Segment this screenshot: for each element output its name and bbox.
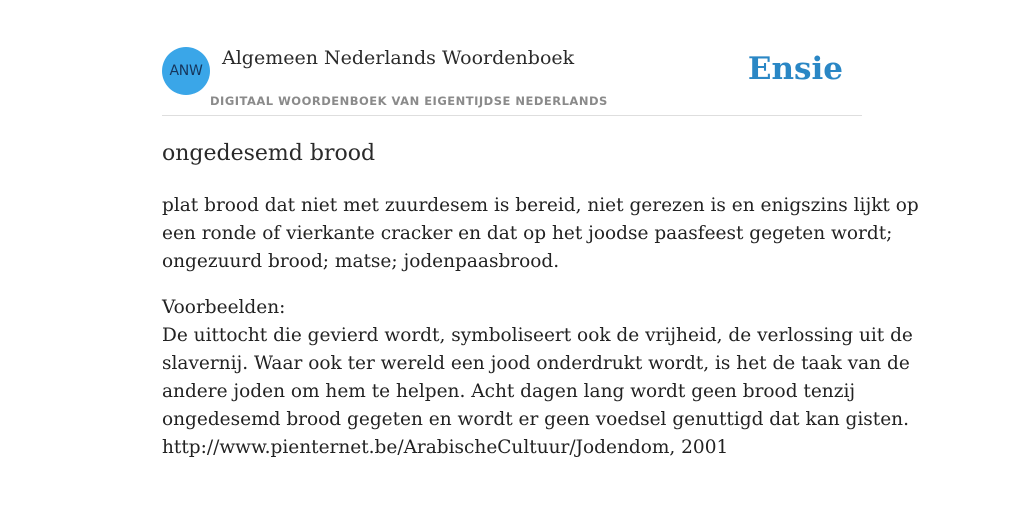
anw-logo[interactable] bbox=[162, 47, 210, 95]
header-divider bbox=[162, 115, 862, 116]
examples-label: Voorbeelden: bbox=[162, 297, 286, 318]
definition-line: een ronde of vierkante cracker en dat op het joodse paasfeest gegeten wordt; bbox=[162, 223, 893, 244]
example-line: slavernij. Waar ook ter wereld een jood onderdrukt wordt, is het de taak van de bbox=[162, 353, 910, 374]
anw-logo-text: ANW bbox=[169, 63, 203, 79]
example-line: andere joden om hem te helpen. Acht dagen lang wordt geen brood tenzij bbox=[162, 381, 856, 402]
example-line: ongedesemd brood gegeten en wordt er geen voedsel genuttigd dat kan gisten. bbox=[162, 409, 909, 430]
example-line: De uittocht die gevierd wordt, symboliseert ook de vrijheid, de verlossing uit de bbox=[162, 325, 913, 346]
definition-line: plat brood dat niet met zuurdesem is bereid, niet gerezen is en enigszins lijkt op bbox=[162, 195, 919, 216]
page-title: ongedesemd brood bbox=[162, 141, 376, 166]
dictionary-subtitle: DIGITAAL WOORDENBOEK VAN EIGENTIJDSE NEDERLANDS bbox=[210, 94, 608, 108]
dictionary-title[interactable]: Algemeen Nederlands Woordenboek bbox=[222, 47, 575, 69]
example-source: http://www.pienternet.be/ArabischeCultuur/Jodendom, 2001 bbox=[162, 437, 729, 458]
ensie-logo[interactable]: Ensie bbox=[747, 51, 843, 87]
definition-line: ongezuurd brood; matse; jodenpaasbrood. bbox=[162, 251, 560, 272]
definition bbox=[162, 192, 919, 276]
examples bbox=[162, 294, 913, 462]
